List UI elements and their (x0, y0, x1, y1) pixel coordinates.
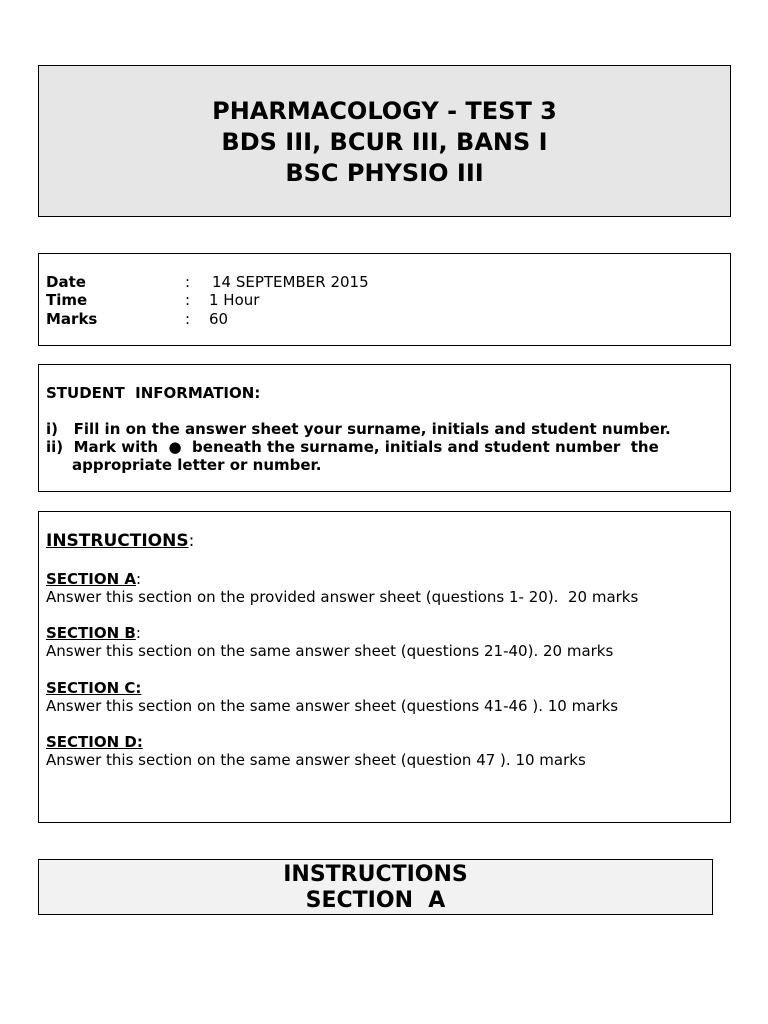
time-value: 1 Hour (209, 291, 260, 309)
section-d-heading: SECTION D: (46, 733, 143, 751)
section-a-header-box (38, 859, 713, 915)
title-line-1: PHARMACOLOGY - TEST 3 (212, 97, 557, 125)
time-label: Time (46, 291, 88, 309)
student-info-item-2-continued: appropriate letter or number. (72, 456, 322, 474)
instructions-title-text: INSTRUCTIONS (46, 531, 189, 551)
date-colon: : (185, 273, 191, 291)
section-a-box-line-2: SECTION A (305, 888, 446, 913)
section-a-heading: SECTION A (46, 570, 137, 588)
instructions-title-colon: : (188, 531, 195, 551)
section-a-box-line-1: INSTRUCTIONS (283, 862, 468, 887)
instructions-box (38, 511, 731, 823)
time-colon: : (185, 291, 191, 309)
section-b-heading: SECTION B (46, 624, 136, 642)
marks-label: Marks (46, 310, 98, 328)
date-value: 14 SEPTEMBER 2015 (212, 273, 369, 291)
section-b-text: Answer this section on the same answer sheet (questions 21-40). 20 marks (46, 642, 614, 660)
date-label: Date (46, 273, 86, 291)
section-c-instruction (46, 679, 618, 715)
marks-colon: : (185, 310, 191, 328)
section-a-colon: : (136, 570, 142, 588)
student-information-box (38, 364, 731, 492)
section-c-text: Answer this section on the same answer sheet (questions 41-46 ). 10 marks (46, 697, 619, 715)
section-d-text: Answer this section on the same answer sheet (question 47 ). 10 marks (46, 751, 586, 769)
student-info-heading: STUDENT INFORMATION: (46, 384, 261, 402)
title-box (38, 65, 731, 217)
student-info-item-2: ii) Mark with ● beneath the surname, initials and student number the (46, 438, 659, 456)
section-b-colon: : (135, 624, 141, 642)
section-a-instruction (46, 570, 638, 606)
section-d-instruction (46, 733, 586, 769)
title-line-2: BDS III, BCUR III, BANS I (221, 128, 548, 156)
title-line-3: BSC PHYSIO III (285, 159, 484, 187)
student-info-item-1: i) Fill in on the answer sheet your surname, initials and student number. (46, 420, 671, 438)
section-b-instruction (46, 624, 613, 660)
exam-details-box (38, 253, 731, 346)
section-c-heading: SECTION C: (46, 679, 142, 697)
section-a-text: Answer this section on the provided answer sheet (questions 1- 20). 20 marks (46, 588, 639, 606)
marks-value: 60 (209, 310, 229, 328)
instructions-title (46, 531, 194, 551)
